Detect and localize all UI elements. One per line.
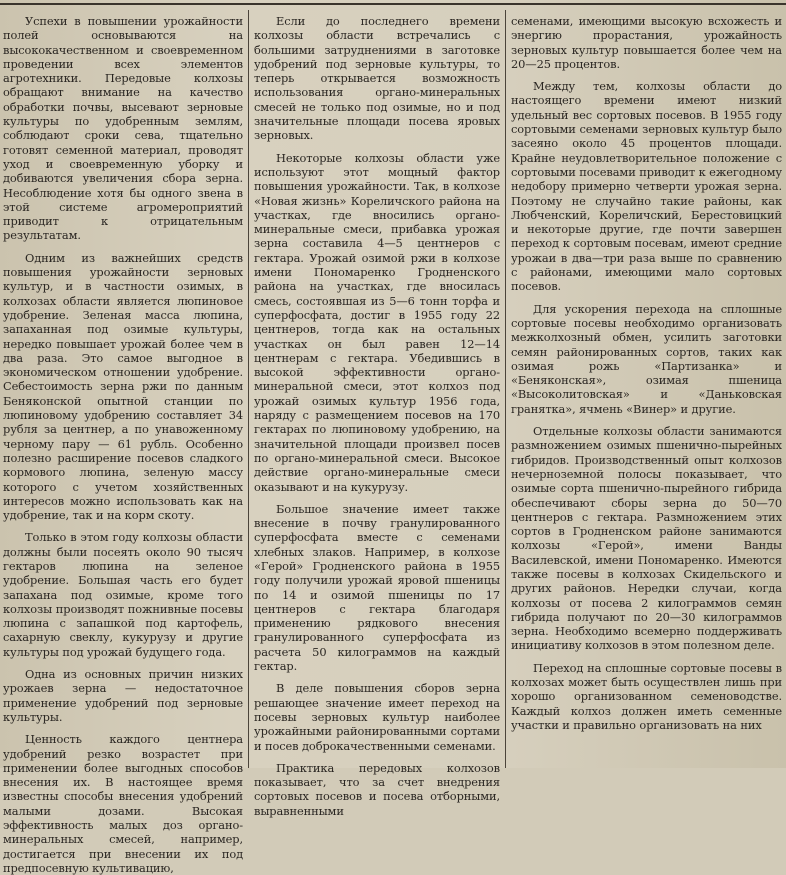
paragraph: Успехи в повышении урожайности полей основываются на высококачественном и своевременном проведении всех элементов агротехники. Передовые колхозы обращают внимание на качество обработки почвы, высевают зерновые культуры по удобренным землям, соблюдают сроки сева, тщательно готовят семенной материал, проводят уход и своевременную уборку и добиваются увеличения сбора зерна. Несоблюдение хотя бы одного звена в этой системе агромероприятий приводит к отрицательным результатам. (3, 14, 243, 243)
paragraph: Практика передовых колхозов показывает, что за счет внедрения сортовых посевов и посева отборными, выравненными (254, 760, 500, 818)
paragraph: Только в этом году колхозы области должны были посеять около 90 тысяч гектаров люпина на зеленое удобрение. Большая часть его будет запахана под озимые, кроме того колхозы производят пожнивные посевы люпина с запашкой под картофель, сахарную свеклу, кукурузу и другие культуры под урожай будущего года. (3, 530, 243, 659)
column-3 (511, 14, 782, 768)
paragraph: Для ускорения перехода на сплошные сортовые посевы необходимо организовать межколхозный обмен, усилить заготовки семян районированных сортов, таких как озимая рожь «Партизанка» и «Беняконская», озимая пшеница «Высоколитовская» и «Даньковская гранятка», ячмень «Винер» и другие. (511, 301, 782, 416)
paragraph: Некоторые колхозы области уже используют этот мощный фактор повышения урожайности. Так, в колхозе «Новая жизнь» Кореличского района на участках, где вносились органо-минеральные смеси, прибавка урожая зерна составила 4—5 центнеров с гектара. Урожай озимой ржи в колхозе имени Пономаренко Гродненского района на участках, где вносилась смесь, состоявшая из 5—6 тонн торфа и суперфосфата, достиг в 1955 году 22 центнеров, тогда как на остальных участках он был равен 12—14 центнерам с гектара. Убедившись в высокой эффективности органо-минеральной смеси, этот колхоз под урожай озимых культур 1956 года, наряду с размещением посевов на 170 гектарах по люпиновому удобрению, на значительной площади произвел посев по органо-минеральной смеси. Высокое действие органо-минеральные смеси оказывают и на кукурузу. (254, 150, 500, 494)
paragraph: Большое значение имеет также внесение в почву гранулированного суперфосфата вместе с семенами хлебных злаков. Например, в колхозе «Герой» Гродненского района в 1955 году получили урожай яровой пшеницы по 14 и озимой пшеницы по 17 центнеров с гектара благодаря применению рядкового внесения гранулированного суперфосфата из расчета 50 килограммов на каждый гектар. (254, 501, 500, 674)
paragraph: Переход на сплошные сортовые посевы в колхозах может быть осуществлен лишь при хорошо организованном семеноводстве. Каждый колхоз должен иметь семенные участки и правильно организовать на них (511, 660, 782, 732)
paragraph: В деле повышения сборов зерна решающее значение имеет переход на посевы зерновых культур наиболее урожайными районированными сортами и посев доброкачественными семенами. (254, 681, 500, 753)
column-divider (248, 10, 249, 768)
paragraph: семенами, имеющими высокую всхожесть и энергию прорастания, урожайность зерновых культур повышается более чем на 20—25 процентов. (511, 14, 782, 71)
column-2 (254, 14, 500, 818)
top-rule (0, 3, 786, 5)
column-1 (3, 14, 243, 875)
paragraph: Одним из важнейших средств повышения урожайности зерновых культур, и в частности озимых, в колхозах области является люпиновое удобрение. Зеленая масса люпина, запаханная под озимые культуры, нередко повышает урожай более чем в два раза. Это самое выгодное в экономическом отношении удобрение. Себестоимость зерна ржи по данным Беняконской опытной станции по люпиновому удобрению составляет 34 рубля за центнер, а по унавоженному черному пару — 61 рубль. Особенно полезно расширение посевов сладкого кормового люпина, зеленую массу которого с учетом хозяйственных интересов можно использовать как на удобрение, так и на корм скоту. (3, 250, 243, 523)
column-divider (505, 10, 506, 768)
paragraph: Одна из основных причин низких урожаев зерна — недостаточное применение удобрений под зерновые культуры. (3, 667, 243, 724)
paragraph: Отдельные колхозы области занимаются размножением озимых пшенично-пырейных гибридов. Производственный опыт колхозов нечерноземной полосы показывает, что озимые сорта пшенично-пырейного гибрида обеспечивают сборы зерна до 50—70 центнеров с гектара. Размножением этих сортов в Гродненском районе занимаются колхозы «Герой», имени Ванды Василевской, имени Пономаренко. Имеются также посевы в колхозах Скидельского и других районов. Нередки случаи, когда колхозы от посева 2 килограммов семян гибрида получают по 20—30 килограммов зерна. Необходимо всемерно поддерживать инициативу колхозов в этом полезном деле. (511, 424, 782, 653)
paragraph: Между тем, колхозы области до настоящего времени имеют низкий удельный вес сортовых посевов. В 1955 году сортовыми семенами зерновых культур было засеяно около 45 процентов площади. Крайне неудовлетворительное положение с сортовыми посевами приводит к ежегодному недобору примерно четверти урожая зерна. Поэтому не случайно такие районы, как Любченский, Кореличский, Берестовицкий и некоторые другие, где почти завершен переход к сортовым посевам, имеют средние урожаи в два—три раза выше по сравнению с районами, имеющими мало сортовых посевов. (511, 79, 782, 294)
paragraph: Ценность каждого центнера удобрений резко возрастет при применении более выгодных способов внесения их. В настоящее время известны способы внесения удобрений малыми дозами. Высокая эффективность малых доз органо-минеральных смесей, например, достигается при внесении их под предпосевную культивацию, (3, 732, 243, 875)
paragraph: Если до последнего времени колхозы области встречались с большими затруднениями в заготовке удобрений под зерновые культуры, то теперь открывается возможность использования органо-минеральных смесей не только под озимые, но и под значительные площади посева яровых зерновых. (254, 14, 500, 143)
